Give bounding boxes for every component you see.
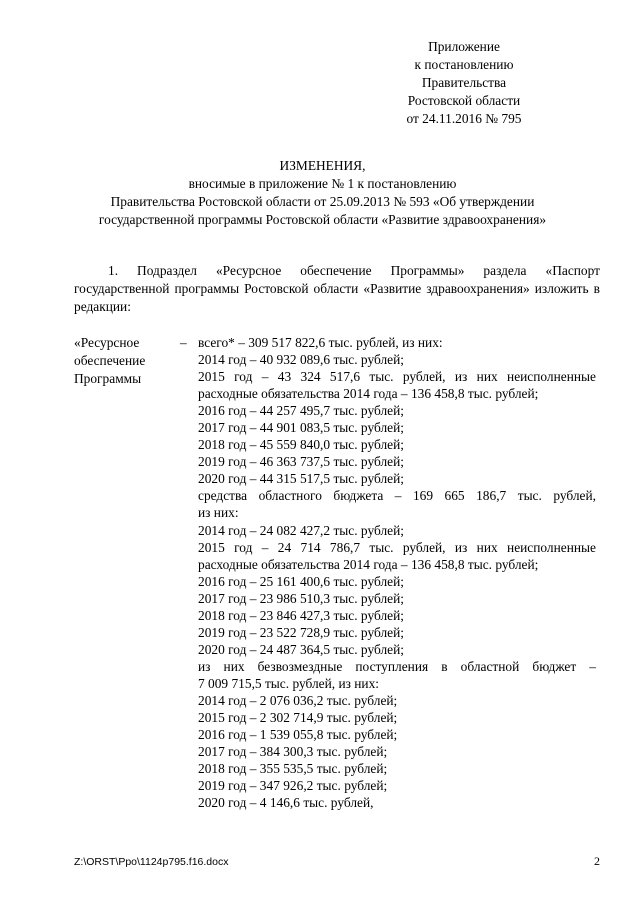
funding-line: 2017 год – 384 300,3 тыс. рублей; — [198, 744, 388, 760]
funding-line: 2019 год – 46 363 737,5 тыс. рублей; — [198, 454, 404, 470]
funding-line: расходные обязательства 2014 года – 136 458,8 тыс. рублей; — [198, 386, 539, 402]
funding-line: 2015 год – 2 302 714,9 тыс. рублей; — [198, 710, 398, 726]
funding-line: из них: — [198, 505, 239, 521]
appendix-line: от 24.11.2016 № 795 — [406, 111, 522, 126]
title-line: государственной программы Ростовской области «Развитие здравоохранения» — [98, 212, 547, 227]
appendix-line: к постановлению — [414, 57, 514, 72]
funding-line: 2020 год – 24 487 364,5 тыс. рублей; — [198, 641, 404, 657]
funding-line: 2014 год – 40 932 089,6 тыс. рублей; — [198, 352, 404, 368]
row-dash: – — [180, 335, 187, 350]
funding-line: 2017 год – 44 901 083,5 тыс. рублей; — [198, 420, 404, 436]
title-line: вносимые в приложение № 1 к постановлению — [188, 176, 457, 191]
funding-line: всего* – 309 517 822,6 тыс. рублей, из них: — [198, 335, 443, 350]
funding-line: 2014 год – 24 082 427,2 тыс. рублей; — [198, 522, 404, 538]
funding-line: из них безвозмездные поступления в областной бюджет – — [198, 658, 596, 674]
appendix-line: Ростовской области — [407, 93, 521, 108]
row-label-line: «Ресурсное — [74, 335, 140, 350]
funding-line: 7 009 715,5 тыс. рублей, из них: — [198, 675, 379, 691]
appendix-line: Приложение — [428, 39, 500, 54]
funding-line: 2017 год – 23 986 510,3 тыс. рублей; — [198, 590, 404, 606]
funding-line: 2019 год – 23 522 728,9 тыс. рублей; — [198, 624, 404, 640]
title-line: Правительства Ростовской области от 25.09.2013 № 593 «Об утверждении — [110, 194, 535, 209]
funding-line: 2015 год – 24 714 786,7 тыс. рублей, из них неисполненные — [198, 539, 596, 555]
funding-line: 2014 год – 2 076 036,2 тыс. рублей; — [198, 692, 398, 708]
appendix-line: Правительства — [421, 75, 507, 90]
footer-file-path: Z:\ORST\Ppo\1124p795.f16.docx — [74, 856, 229, 868]
title-heading: ИЗМЕНЕНИЯ, — [279, 158, 366, 173]
funding-line: 2020 год – 4 146,6 тыс. рублей, — [198, 795, 374, 811]
funding-line: 2020 год – 44 315 517,5 тыс. рублей; — [198, 471, 404, 487]
row-label-line: Программы — [74, 371, 142, 386]
appendix-block — [364, 38, 564, 128]
funding-line: 2016 год – 1 539 055,8 тыс. рублей; — [198, 727, 398, 743]
row-label — [74, 334, 184, 388]
row-label-line: обеспечение — [74, 353, 146, 368]
page-number: 2 — [594, 854, 600, 868]
funding-line: расходные обязательства 2014 года – 136 458,8 тыс. рублей; — [198, 556, 539, 572]
funding-line: 2018 год – 355 535,5 тыс. рублей; — [198, 761, 388, 777]
funding-line: 2015 год – 43 324 517,6 тыс. рублей, из них неисполненные — [198, 369, 596, 385]
funding-line: 2018 год – 45 559 840,0 тыс. рублей; — [198, 437, 404, 453]
funding-line: 2016 год – 25 161 400,6 тыс. рублей; — [198, 573, 404, 589]
funding-line: средства областного бюджета – 169 665 186,7 тыс. рублей, — [198, 488, 596, 504]
funding-line: 2016 год – 44 257 495,7 тыс. рублей; — [198, 403, 404, 419]
funding-line: 2019 год – 347 926,2 тыс. рублей; — [198, 778, 388, 794]
document-title — [60, 157, 585, 229]
funding-line: 2018 год – 23 846 427,3 тыс. рублей; — [198, 607, 404, 623]
intro-paragraph: 1. Подраздел «Ресурсное обеспечение Программы» раздела «Паспорт государственной программы Ростовской области «Развитие здравоохранения» изложить в редакции: — [74, 263, 600, 314]
funding-lines — [198, 334, 596, 811]
